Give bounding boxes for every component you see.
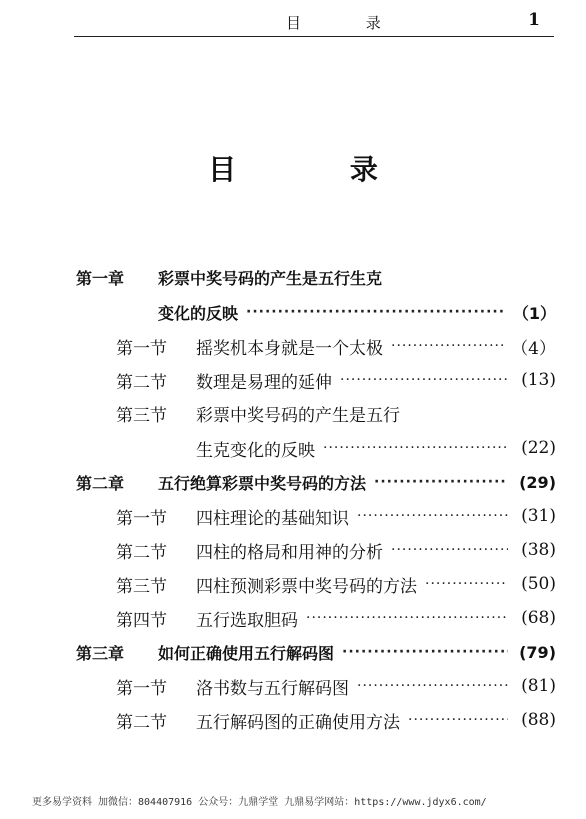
toc-section-2-4[interactable] [116, 603, 556, 633]
page-ref: (38) [521, 540, 556, 560]
dot-leader [357, 508, 508, 524]
page-ref: (81) [521, 676, 556, 696]
toc-section-2-3[interactable] [116, 569, 556, 599]
dot-leader [342, 644, 508, 660]
chapter-label: 第一章 [76, 268, 125, 288]
section-label: 第三节 [116, 576, 167, 597]
section-label: 第三节 [116, 405, 167, 426]
chapter-title-cont: 变化的反映 [158, 303, 239, 323]
dot-leader [391, 542, 508, 558]
toc-chapter-2[interactable] [76, 467, 556, 497]
section-title: 洛书数与五行解码图 [196, 678, 349, 699]
section-label: 第一节 [116, 678, 167, 699]
section-label: 第四节 [116, 610, 167, 631]
page-ref: (31) [521, 506, 556, 526]
toc-section-1-3-cont[interactable] [196, 433, 556, 463]
page-ref: (68) [521, 608, 556, 628]
page-ref: （4） [511, 338, 556, 359]
dot-leader [374, 474, 508, 490]
dot-leader [425, 576, 508, 592]
section-title: 数理是易理的延伸 [196, 372, 332, 393]
toc-chapter-1-cont[interactable] [158, 297, 556, 327]
chapter-title: 如何正确使用五行解码图 [158, 643, 335, 663]
section-title-cont: 生克变化的反映 [196, 440, 315, 461]
footer-watermark: 更多易学资料 加微信：804407916 公众号：九鼎学堂 九鼎易学网站：https://www.jdyx6.com/ [32, 797, 487, 808]
toc-section-1-1[interactable] [116, 331, 556, 361]
page-ref: (88) [521, 710, 556, 730]
running-header-title: 目 录 [286, 14, 411, 32]
section-label: 第二节 [116, 712, 167, 733]
section-title: 四柱的格局和用神的分析 [196, 542, 383, 563]
toc-section-1-2[interactable] [116, 365, 556, 395]
page-ref: (79) [519, 642, 556, 662]
dot-leader [340, 372, 508, 388]
section-label: 第一节 [116, 508, 167, 529]
section-title: 五行解码图的正确使用方法 [196, 712, 400, 733]
section-title: 四柱预测彩票中奖号码的方法 [196, 576, 417, 597]
dot-leader [323, 440, 508, 456]
chapter-title: 彩票中奖号码的产生是五行生克 [158, 268, 383, 288]
chapter-title: 五行绝算彩票中奖号码的方法 [158, 473, 367, 493]
toc-section-2-2[interactable] [116, 535, 556, 565]
page-ref: (50) [521, 574, 556, 594]
toc-chapter-3[interactable] [76, 637, 556, 667]
toc-section-3-1[interactable] [116, 671, 556, 701]
toc-section-3-2[interactable] [116, 705, 556, 735]
dot-leader [246, 304, 505, 320]
section-title: 五行选取胆码 [196, 610, 298, 631]
page-ref: (22) [521, 438, 556, 458]
section-title: 四柱理论的基础知识 [196, 508, 349, 529]
section-label: 第二节 [116, 372, 167, 393]
chapter-label: 第三章 [76, 643, 125, 663]
page-ref: (13) [521, 370, 556, 390]
section-label: 第二节 [116, 542, 167, 563]
toc-section-2-1[interactable] [116, 501, 556, 531]
section-label: 第一节 [116, 338, 167, 359]
dot-leader [391, 338, 503, 354]
section-title: 摇奖机本身就是一个太极 [196, 338, 383, 359]
dot-leader [306, 610, 508, 626]
chapter-label: 第二章 [76, 473, 125, 493]
section-title: 彩票中奖号码的产生是五行 [196, 405, 400, 426]
page-ref: (29) [519, 472, 556, 492]
page-number: 1 [528, 10, 540, 30]
dot-leader [357, 678, 508, 694]
dot-leader [408, 712, 508, 728]
toc-title: 目 录 [208, 153, 430, 186]
page-ref: （1） [512, 303, 556, 323]
toc-chapter-1[interactable] [76, 262, 556, 292]
toc-section-1-3[interactable] [116, 398, 556, 428]
